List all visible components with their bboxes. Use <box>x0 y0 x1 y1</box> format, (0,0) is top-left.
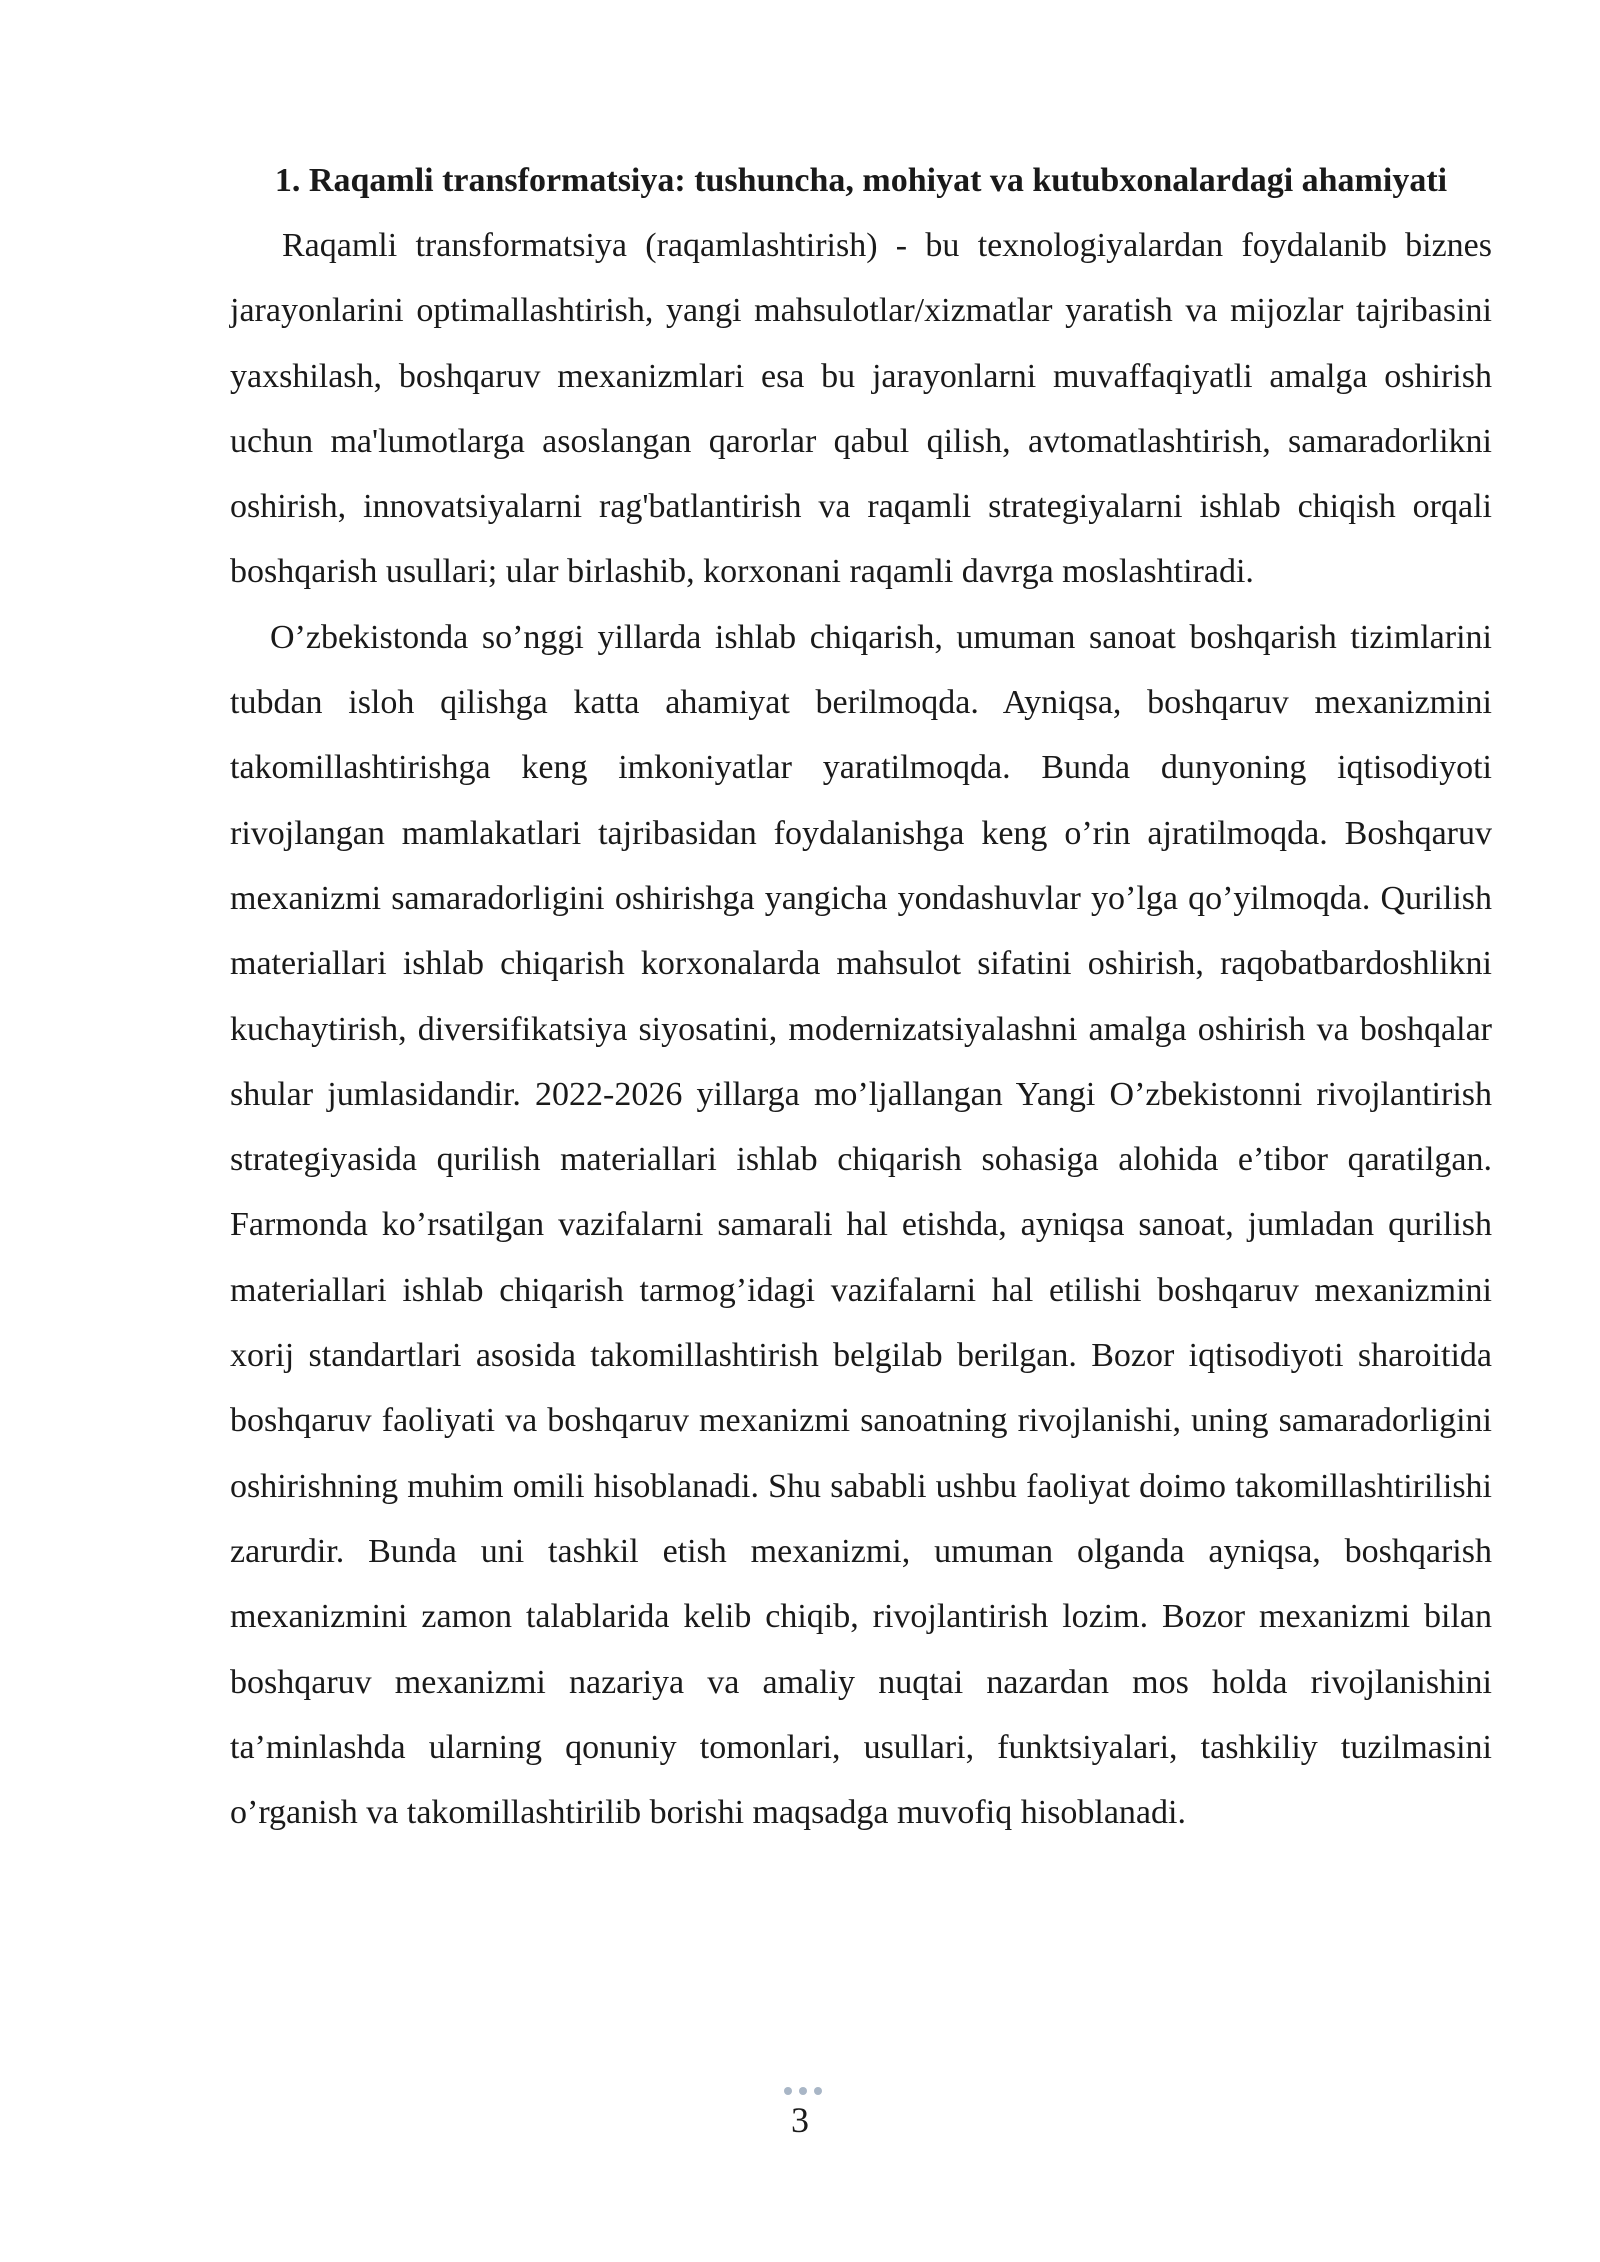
paragraph-1: Raqamli transformatsiya (raqamlashtirish) - bu texnologiyalardan foydalanib biznes jarayonlarini optimallashtirish, yangi mahsulotlar/xizmatlar yaratish va mijozlar tajribasini yaxshilash, boshqaruv mexanizmlari esa bu jarayonlarni muvaffaqiyatli amalga oshirish uchun ma'lumotlarga asoslangan qarorlar qabul qilish, avtomatlashtirish, samaradorlikni oshirish, innovatsiyalarni rag'batlantirish va raqamli strategiyalarni ishlab chiqish orqali boshqarish usullari; ular birlashib, korxonani raqamli davrga moslashtiradi. <box>230 227 1492 591</box>
more-options-dots-icon[interactable] <box>784 2087 822 2095</box>
dot-icon <box>784 2087 792 2095</box>
dot-icon <box>799 2087 807 2095</box>
paragraph-2: O’zbekistonda so’nggi yillarda ishlab chiqarish, umuman sanoat boshqarish tizimlarini tubdan isloh qilishga katta ahamiyat berilmoqda. Ayniqsa, boshqaruv mexanizmini takomillashtirishga keng imkoniyatlar yaratilmoqda. Bunda dunyoning iqtisodiyoti rivojlangan mamlakatlari tajribasidan foydalanishga keng o’rin ajratilmoqda. Boshqaruv mexanizmi samaradorligini oshirishga yangicha yondashuvlar yo’lga qo’yilmoqda. Qurilish materiallari ishlab chiqarish korxonalarda mahsulot sifatini oshirish, raqobatbardoshlikni kuchaytirish, diversifikatsiya siyosatini, modernizatsiyalashni amalga oshirish va boshqalar shular jumlasidandir. 2022-2026 yillarga mo’ljallangan Yangi O’zbekistonni rivojlantirish strategiyasida qurilish materiallari ishlab chiqarish sohasiga alohida e’tibor qaratilgan. Farmonda ko’rsatilgan vazifalarni samarali hal etishda, ayniqsa sanoat, jumladan qurilish materiallari ishlab chiqarish tarmog’idagi vazifalarni hal etilishi boshqaruv mexanizmini xorij standartlari asosida takomillashtirish belgilab berilgan. Bozor iqtisodiyoti sharoitida boshqaruv faoliyati va boshqaruv mexanizmi sanoatning rivojlanishi, uning samaradorligini oshirishning muhim omili hisoblanadi. Shu sababli ushbu faoliyat doimo takomillashtirilishi zarurdir. Bunda uni tashkil etish mexanizmi, umuman olganda ayniqsa, boshqarish mexanizmini zamon talablarida kelib chiqib, rivojlantirish lozim. Bozor mexanizmi bilan boshqaruv mexanizmi nazariya va amaliy nuqtai nazardan mos holda rivojlanishini ta’minlashda ularning qonuniy tomonlari, usullari, funktsiyalari, tashkiliy tuzilmasini o’rganish va takomillashtirilib borishi maqsadga muvofiq hisoblanadi. <box>230 618 1492 1832</box>
page-number: 3 <box>791 2100 809 2140</box>
section-title: 1. Raqamli transformatsiya: tushuncha, mohiyat va kutubxonalardagi ahamiyati <box>274 162 1448 199</box>
dot-icon <box>814 2087 822 2095</box>
document-page <box>230 148 1492 1845</box>
